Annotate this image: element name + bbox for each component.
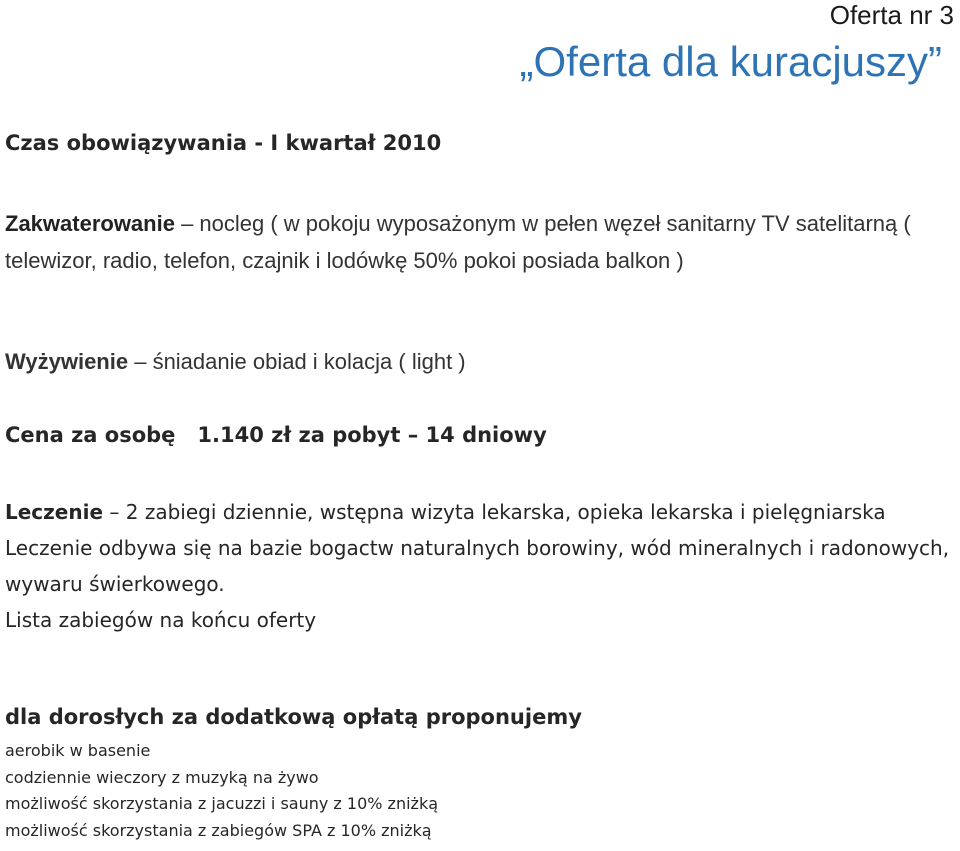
list-item: możliwość skorzystania z zabiegów SPA z 10% zniżką (5, 820, 432, 840)
accommodation-label: Zakwaterowanie (5, 211, 175, 236)
treatment-dash: – (103, 500, 126, 524)
treatment-label: Leczenie (5, 500, 104, 524)
price-label: Cena za osobę (5, 423, 176, 447)
validity-period: Czas obowiązywania - I kwartał 2010 (5, 131, 442, 155)
accommodation-dash: – (174, 211, 200, 236)
treatment-paragraph (5, 494, 955, 530)
meals-label: Wyżywienie (5, 349, 129, 374)
accommodation-section (5, 205, 955, 279)
treatment-section (5, 494, 955, 638)
treatment-text: 2 zabiegi dziennie, wstępna wizyta lekarska, opieka lekarska i pielęgniarska (125, 500, 886, 524)
extras-list (5, 738, 438, 844)
meals-section (5, 349, 466, 375)
price-text: 1.140 zł za pobyt – 14 dniowy (197, 423, 547, 447)
list-item: aerobik w basenie (5, 741, 151, 760)
accommodation-text: nocleg ( w pokoju wyposażonym w pełen węzeł sanitarny TV satelitarną ( telewizor, radio, telefon, czajnik i lodówkę 50% pokoi posiada balkon ) (5, 211, 911, 273)
meals-text: śniadanie obiad i kolacja ( light ) (152, 349, 466, 374)
list-item: możliwość skorzystania z jacuzzi i sauny z 10% zniżką (5, 794, 439, 813)
meals-dash: – (128, 349, 153, 374)
list-item: codziennie wieczory z muzyką na żywo (5, 767, 319, 787)
price-section (5, 423, 547, 447)
treatment-resources: Leczenie odbywa się na bazie bogactw naturalnych borowiny, wód mineralnych i radonowych, wywaru świerkowego. (5, 536, 950, 596)
treatment-list-note: Lista zabiegów na końcu oferty (5, 608, 317, 632)
offer-number: Oferta nr 3 (829, 0, 954, 30)
page-title: „Oferta dla kuracjuszy” (519, 38, 942, 85)
extras-heading: dla dorosłych za dodatkową opłatą proponujemy (5, 705, 582, 729)
